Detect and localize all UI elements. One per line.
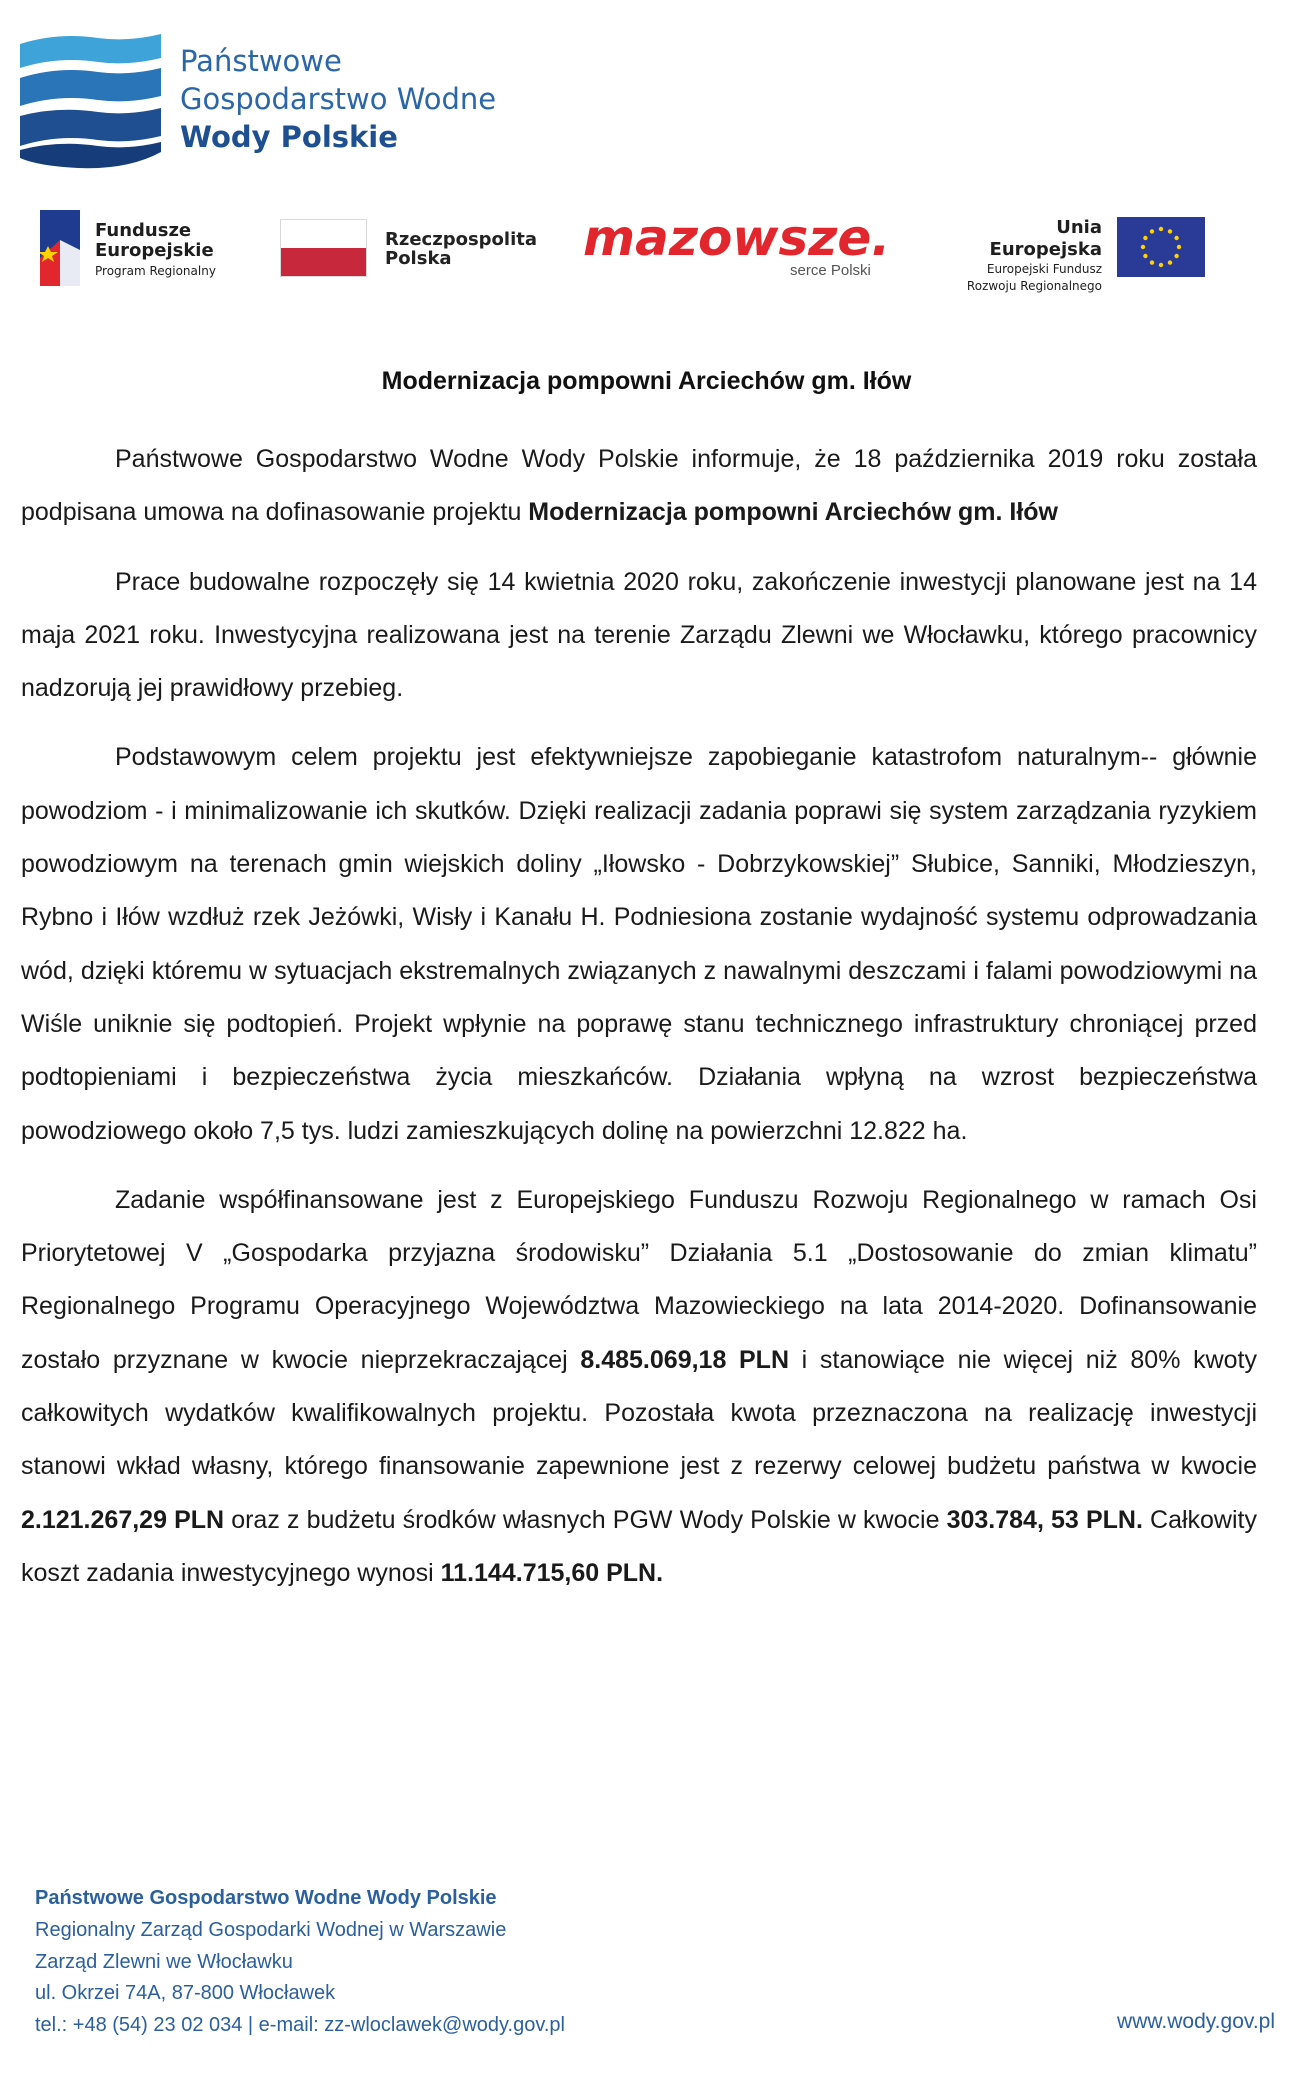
footer-catchment-board: Zarząd Zlewni we Włocławku (35, 1950, 293, 1973)
fe-line3: Program Regionalny (95, 264, 216, 278)
fundusze-europejskie-icon (40, 210, 80, 286)
wody-polskie-logo-icon (18, 32, 163, 170)
org-name-line1: Państwowe (180, 44, 342, 78)
footer-contact (35, 1883, 565, 2042)
footer-org: Państwowe Gospodarstwo Wodne Wody Polskie (35, 1887, 497, 1909)
p4-text-c: i stanowiące nie więcej niż 80% kwoty całkowitych wydatków kwalifikowalnych projektu. Pozostała kwota przeznaczona na realizację inwestycji stanowi wkład własny, którego finansowanie zapewnione jest z rezerwy celowej budżetu państwa w kwocie (21, 1345, 1257, 1481)
grant-amount: 8.485.069,18 PLN (580, 1345, 790, 1374)
total-cost-amount: 11.144.715,60 PLN. (440, 1558, 664, 1587)
mazowsze-word: mazowsze. (583, 211, 891, 263)
mazowsze-tagline: serce Polski (790, 262, 871, 279)
org-name-line2: Gospodarstwo Wodne (180, 82, 497, 116)
rp-line1: Rzeczpospolita (385, 229, 537, 250)
document-title: Modernizacja pompowni Arciechów gm. Iłów (381, 367, 912, 395)
eu-flag-icon (1117, 217, 1205, 277)
unia-europejska-label (940, 217, 1102, 295)
project-name: Modernizacja pompowni Arciechów gm. Iłów (528, 498, 1058, 527)
rzeczpospolita-label (385, 230, 537, 268)
organization-name (180, 42, 496, 156)
paragraph-2: Prace budowalne rozpoczęły się 14 kwietnia 2020 roku, zakończenie inwestycji planowane jest na 14 maja 2021 roku. Inwestycyjna realizowana jest na terenie Zarządu Zlewni we Włocławku, którego pracownicy nadzorują jej prawidłowy przebieg. (21, 567, 1257, 703)
ue-line1: Unia Europejska (989, 217, 1102, 260)
fundusze-europejskie-label (95, 221, 216, 279)
poland-flag-icon (280, 219, 367, 277)
ue-line2: Europejski Fundusz (986, 262, 1102, 276)
own-funds-amount: 303.784, 53 PLN. (946, 1505, 1143, 1534)
footer-website-link[interactable]: www.wody.gov.pl (1117, 2010, 1275, 2033)
mazowsze-logo (583, 211, 895, 263)
paragraph-4 (21, 1174, 1257, 1600)
footer-phone-email[interactable]: tel.: +48 (54) 23 02 034 | e-mail: zz-wloclawek@wody.gov.pl (35, 2014, 565, 2037)
footer-regional-board: Regionalny Zarząd Gospodarki Wodnej w Warszawie (35, 1918, 507, 1941)
footer-address: ul. Okrzei 74A, 87-800 Włocławek (35, 1982, 336, 2005)
fe-line1: Fundusze (95, 220, 192, 241)
p4-text-a: Zadanie współfinansowane jest z Europejskiego Funduszu Rozwoju Regionalnego w ramach Osi Priorytetowej V „Gospodarka przyjazna środowisku” Działania 5.1 „Dostosowanie do zmian klimatu” Regionalnego Programu Operacyjnego Województwa Mazowieckiego na lata 2014-2020. Dofinansowanie zostało przyznane w kwocie nieprzekraczającej (21, 1185, 1257, 1374)
p4-text-e: oraz z budżetu środków własnych PGW Wody Polskie w kwocie (224, 1505, 947, 1534)
document-body (21, 433, 1257, 1616)
paragraph-1 (21, 433, 1257, 540)
state-reserve-amount: 2.121.267,29 PLN (21, 1505, 225, 1534)
rp-line2: Polska (385, 248, 452, 269)
ue-line3: Rozwoju Regionalnego (966, 279, 1102, 293)
paragraph-3: Podstawowym celem projektu jest efektywniejsze zapobieganie katastrofom naturalnym-- głównie powodziom - i minimalizowanie ich skutków. Dzięki realizacji zadania poprawi się system zarządzania ryzykiem powodziowym na terenach gmin wiejskich doliny „Iłowsko - Dobrzykowskiej” Słubice, Sanniki, Młodzieszyn, Rybno i Iłów wzdłuż rzek Jeżówki, Wisły i Kanału H. Podniesiona zostanie wydajność systemu odprowadzania wód, dzięki któremu w sytuacjach ekstremalnych związanych z nawalnymi deszczami i falami powodziowymi na Wiśle uniknie się podtopień. Projekt wpłynie na poprawę stanu technicznego infrastruktury chroniącej przed podtopieniami i bezpieczeństwa życia mieszkańców. Działania wpłyną na wzrost bezpieczeństwa powodziowego około 7,5 tys. ludzi zamieszkujących dolinę na powierzchni 12.822 ha. (21, 743, 1257, 1145)
funding-logos-strip (0, 205, 1293, 305)
p4-text-g: Całkowity koszt zadania inwestycyjnego wynosi (21, 1505, 1257, 1587)
paragraph-1-text: Państwowe Gospodarstwo Wodne Wody Polskie informuje, że 18 października 2019 roku została podpisana umowa na dofinasowanie projektu (21, 445, 1257, 527)
org-name-line3: Wody Polskie (180, 120, 398, 154)
fe-line2: Europejskie (95, 240, 214, 261)
